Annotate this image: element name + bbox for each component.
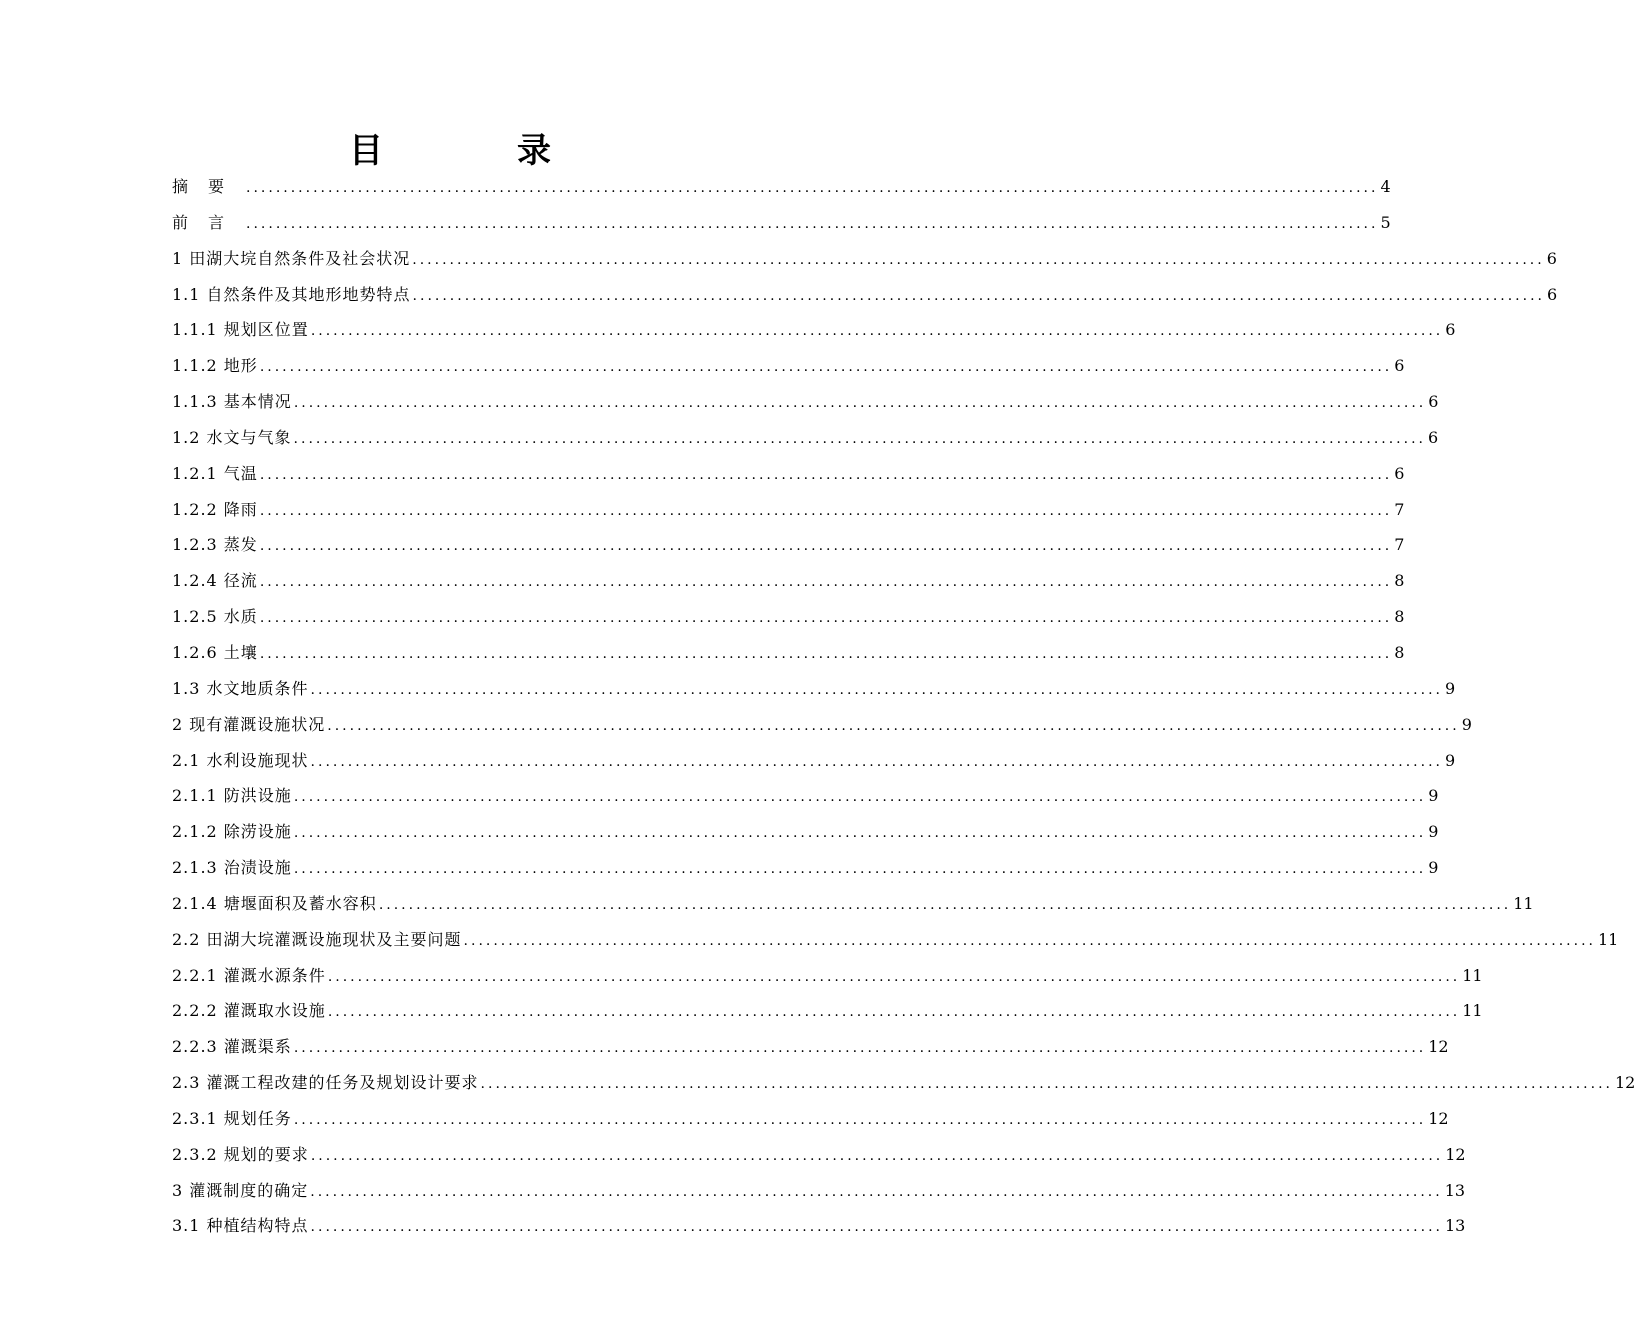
- toc-entry[interactable]: [172, 671, 1456, 707]
- toc-entry[interactable]: [172, 743, 1456, 779]
- toc-page-number: 6: [1427, 427, 1439, 447]
- toc-page-number: 9: [1444, 750, 1456, 770]
- toc-page-number: 4: [1380, 177, 1391, 196]
- toc-leader-dots: ........................................................................................................................................................: [293, 1111, 1427, 1128]
- toc-page-number: 6: [1445, 320, 1456, 340]
- toc-entry[interactable]: [172, 1101, 1449, 1137]
- toc-leader-dots: ........................................................................................................................................................: [259, 610, 1393, 627]
- toc-entry-title: 1.2.6 土壤: [172, 642, 258, 662]
- toc-entry[interactable]: [172, 886, 1534, 922]
- toc-leader-dots: ........................................................................................................................................................: [293, 395, 1427, 412]
- toc-entry-title: 1.2 水文与气象: [172, 427, 292, 447]
- toc-entry[interactable]: [172, 635, 1405, 671]
- toc-entry-title: 摘要: [172, 177, 245, 196]
- toc-entry-title: 1.2.3 蒸发: [172, 535, 258, 555]
- toc-page-number: 11: [1513, 893, 1534, 913]
- toc-page-number: 6: [1546, 248, 1557, 268]
- toc-leader-dots: ........................................................................................................................................................: [412, 251, 1545, 268]
- toc-leader-dots: ........................................................................................................................................................: [293, 1040, 1427, 1057]
- toc-page-number: 12: [1428, 1037, 1449, 1057]
- toc-entry[interactable]: [172, 922, 1619, 958]
- toc-page-number: 6: [1394, 463, 1405, 483]
- toc-page-number: 9: [1428, 822, 1439, 842]
- toc-leader-dots: ........................................................................................................................................................: [480, 1076, 1613, 1093]
- toc-page-number: 6: [1394, 356, 1405, 376]
- toc-entry-title: 2.2.2 灌溉取水设施: [172, 1001, 326, 1021]
- toc-leader-dots: ........................................................................................................................................................: [259, 359, 1393, 376]
- toc-page-number: 9: [1444, 678, 1456, 698]
- toc-leader-dots: ........................................................................................................................................................: [293, 430, 1426, 447]
- toc-page-number: 13: [1444, 1216, 1466, 1236]
- toc-leader-dots: ........................................................................................................................................................: [327, 968, 1461, 985]
- toc-entry[interactable]: [172, 563, 1405, 599]
- toc-entry[interactable]: [172, 420, 1439, 456]
- toc-entry[interactable]: [172, 456, 1405, 492]
- toc-page-number: 6: [1546, 284, 1558, 304]
- toc-entry-title: 2.3 灌溉工程改建的任务及规划设计要求: [172, 1073, 479, 1093]
- toc-leader-dots: ........................................................................................................................................................: [259, 466, 1393, 483]
- toc-entry[interactable]: [172, 707, 1472, 743]
- toc-leader-dots: ........................................................................................................................................................: [463, 932, 1596, 949]
- toc-entry-title: 2.1.3 治渍设施: [172, 858, 292, 878]
- toc-leader-dots: ........................................................................................................................................................: [293, 789, 1427, 806]
- toc-page-number: 12: [1428, 1108, 1449, 1128]
- toc-entry-title: 2.2.3 灌溉渠系: [172, 1037, 292, 1057]
- toc-leader-dots: ........................................................................................................................................................: [259, 502, 1393, 519]
- toc-leader-dots: ........................................................................................................................................................: [310, 1147, 1444, 1164]
- toc-page-number: 12: [1614, 1073, 1635, 1093]
- toc-page-number: 7: [1394, 499, 1405, 519]
- toc-leader-dots: ........................................................................................................................................................: [259, 574, 1393, 591]
- toc-entry[interactable]: [172, 492, 1405, 528]
- toc-page-number: 9: [1428, 786, 1439, 806]
- toc-entry[interactable]: [172, 814, 1439, 850]
- toc-entry-title: 2.2.1 灌溉水源条件: [172, 965, 326, 985]
- toc-entry-title: 2.1.2 除涝设施: [172, 822, 292, 842]
- toc-leader-dots: ........................................................................................................................................................: [293, 825, 1427, 842]
- toc-entry-title: 3 灌溉制度的确定: [172, 1180, 309, 1200]
- toc-page-number: 8: [1394, 571, 1405, 591]
- toc-entry-title: 1.1.1 规划区位置: [172, 320, 309, 340]
- toc-entry[interactable]: [172, 1065, 1635, 1101]
- toc-entry-title: 1.2.4 径流: [172, 571, 258, 591]
- toc-entry[interactable]: [172, 1029, 1449, 1065]
- toc-page-number: 12: [1445, 1144, 1466, 1164]
- toc-entry-title: 1.3 水文地质条件: [172, 678, 309, 698]
- toc-leader-dots: ........................................................................................................................................................: [259, 645, 1393, 662]
- toc-entry-title: 2.1.1 防洪设施: [172, 786, 292, 806]
- toc-leader-dots: ........................................................................................................................................................: [293, 861, 1427, 878]
- toc-entry[interactable]: [172, 277, 1558, 313]
- toc-entry[interactable]: [172, 958, 1483, 994]
- page-title: 目 录: [349, 131, 601, 171]
- toc-leader-dots: ........................................................................................................................................................: [310, 1183, 1443, 1200]
- toc-leader-dots: ........................................................................................................................................................: [412, 287, 1545, 304]
- toc-page-number: 9: [1428, 858, 1439, 878]
- toc-page-number: 9: [1461, 714, 1472, 734]
- toc-entry[interactable]: [172, 1137, 1466, 1173]
- toc-entry[interactable]: [172, 778, 1439, 814]
- toc-entry[interactable]: [172, 348, 1405, 384]
- toc-leader-dots: ........................................................................................................................................................: [259, 538, 1393, 555]
- toc-page-number: 11: [1462, 1001, 1483, 1021]
- toc-page-number: 5: [1380, 212, 1391, 232]
- toc-leader-dots: ........................................................................................................................................................: [310, 1219, 1443, 1236]
- toc-entry-title: 2.3.1 规划任务: [172, 1108, 292, 1128]
- toc-leader-dots: ........................................................................................................................................................: [246, 215, 1379, 232]
- toc-entry-title: 1.2.2 降雨: [172, 499, 258, 519]
- toc-page-number: 8: [1394, 607, 1405, 627]
- toc-entry[interactable]: [172, 205, 1391, 241]
- toc-entry-title: 2.1 水利设施现状: [172, 750, 309, 770]
- toc-entry[interactable]: [172, 169, 1391, 205]
- toc-entry-title: 1.1 自然条件及其地形地势特点: [172, 284, 411, 304]
- toc-entry[interactable]: [172, 241, 1557, 277]
- toc-entry[interactable]: [172, 850, 1439, 886]
- toc-leader-dots: ........................................................................................................................................................: [327, 717, 1460, 734]
- table-of-contents: [172, 169, 1635, 1244]
- toc-leader-dots: ........................................................................................................................................................: [378, 896, 1512, 913]
- toc-leader-dots: ........................................................................................................................................................: [310, 753, 1443, 770]
- toc-entry[interactable]: [172, 993, 1483, 1029]
- toc-leader-dots: ........................................................................................................................................................: [310, 681, 1443, 698]
- toc-entry-title: 2.3.2 规划的要求: [172, 1144, 309, 1164]
- toc-entry-title: 1.2.5 水质: [172, 607, 258, 627]
- toc-entry-title: 1.1.2 地形: [172, 356, 258, 376]
- toc-entry-title: 3.1 种植结构特点: [172, 1216, 309, 1236]
- toc-entry[interactable]: [172, 599, 1405, 635]
- toc-entry[interactable]: [172, 527, 1405, 563]
- toc-entry-title: 2.1.4 塘堰面积及蓄水容积: [172, 893, 377, 913]
- toc-page-number: 11: [1597, 929, 1619, 949]
- toc-entry[interactable]: [172, 1208, 1466, 1244]
- toc-page-number: 13: [1444, 1180, 1466, 1200]
- toc-entry[interactable]: [172, 312, 1456, 348]
- toc-entry-title: 1 田湖大垸自然条件及社会状况: [172, 248, 411, 268]
- toc-page-number: 6: [1428, 392, 1439, 412]
- toc-entry-title: 2 现有灌溉设施状况: [172, 714, 326, 734]
- toc-leader-dots: ........................................................................................................................................................: [327, 1004, 1461, 1021]
- toc-page-number: 11: [1462, 965, 1483, 985]
- toc-entry-title: 前言: [172, 212, 245, 232]
- toc-entry-title: 1.2.1 气温: [172, 463, 258, 483]
- toc-entry-title: 1.1.3 基本情况: [172, 392, 292, 412]
- toc-leader-dots: ........................................................................................................................................................: [246, 180, 1379, 196]
- toc-leader-dots: ........................................................................................................................................................: [310, 323, 1444, 340]
- toc-page-number: 7: [1394, 535, 1405, 555]
- toc-entry[interactable]: [172, 384, 1439, 420]
- toc-entry-title: 2.2 田湖大垸灌溉设施现状及主要问题: [172, 929, 462, 949]
- toc-entry[interactable]: [172, 1173, 1466, 1209]
- toc-page-number: 8: [1394, 642, 1405, 662]
